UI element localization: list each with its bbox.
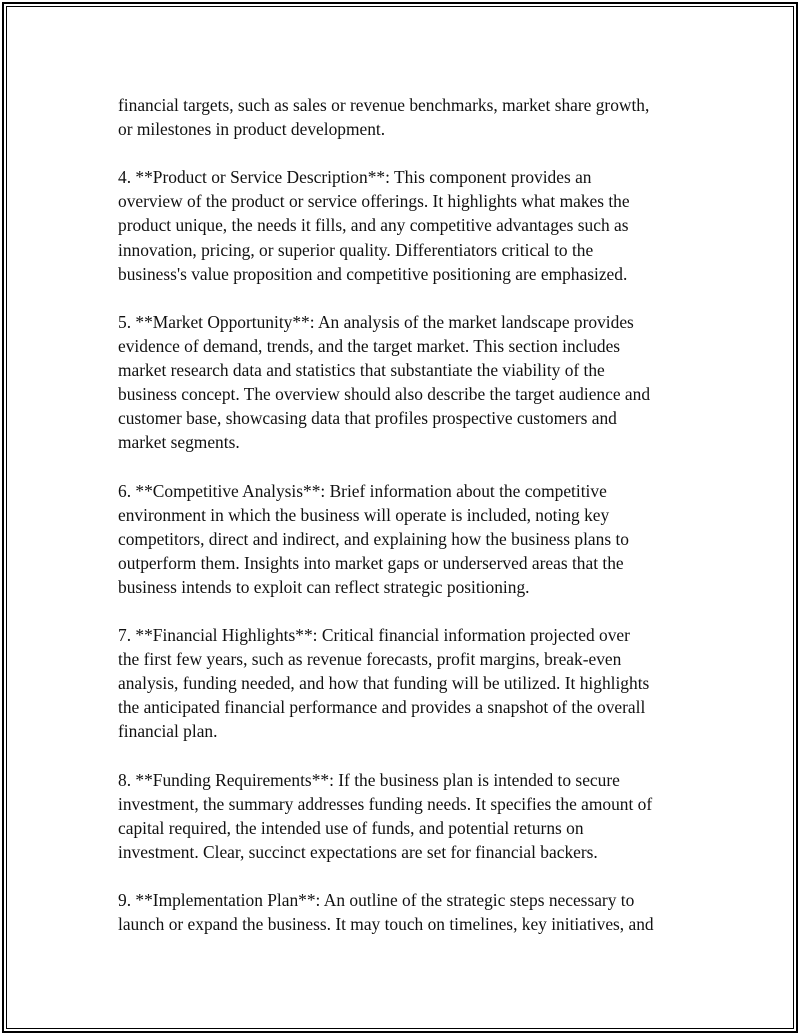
text-line: 9. **Implementation Plan**: An outline of the strategic steps necessary to: [118, 890, 635, 911]
text-line: business intends to exploit can reflect strategic positioning.: [118, 576, 530, 597]
text-line: 7. **Financial Highlights**: Critical financial information projected over: [118, 625, 630, 646]
text-line: investment, the summary addresses funding needs. It specifies the amount of: [118, 793, 653, 814]
paragraph-funding-requirements: [118, 768, 698, 864]
text-line: capital required, the intended use of funds, and potential returns on: [118, 817, 584, 838]
text-line: overview of the product or service offerings. It highlights what makes the: [118, 191, 630, 212]
text-line: environment in which the business will operate is included, noting key: [118, 504, 610, 525]
text-line: the anticipated financial performance and provides a snapshot of the overall: [118, 697, 646, 718]
text-line: innovation, pricing, or superior quality. Differentiators critical to the: [118, 239, 594, 260]
paragraph-market-opportunity: [118, 310, 698, 455]
text-line: investment. Clear, succinct expectations are set for financial backers.: [118, 841, 598, 862]
paragraph-financial-targets: [118, 93, 698, 141]
text-line: 6. **Competitive Analysis**: Brief information about the competitive: [118, 480, 607, 501]
text-line: financial plan.: [118, 721, 218, 742]
text-line: the first few years, such as revenue forecasts, profit margins, break-even: [118, 649, 622, 670]
text-line: market research data and statistics that substantiate the viability of the: [118, 360, 605, 381]
text-line: business concept. The overview should also describe the target audience and: [118, 384, 651, 405]
document-body: [118, 93, 698, 960]
text-line: 8. **Funding Requirements**: If the business plan is intended to secure: [118, 769, 620, 790]
text-line: launch or expand the business. It may touch on timelines, key initiatives, and: [118, 914, 654, 935]
text-line: 4. **Product or Service Description**: This component provides an: [118, 167, 592, 188]
paragraph-product-service-description: [118, 165, 698, 285]
text-line: outperform them. Insights into market gaps or underserved areas that the: [118, 552, 624, 573]
text-line: business's value proposition and competitive positioning are emphasized.: [118, 263, 628, 284]
text-line: product unique, the needs it fills, and any competitive advantages such as: [118, 215, 629, 236]
text-line: 5. **Market Opportunity**: An analysis of the market landscape provides: [118, 311, 634, 332]
text-line: or milestones in product development.: [118, 119, 386, 140]
paragraph-financial-highlights: [118, 623, 698, 743]
text-line: financial targets, such as sales or revenue benchmarks, market share growth,: [118, 95, 650, 115]
paragraph-implementation-plan: [118, 888, 698, 936]
text-line: market segments.: [118, 432, 240, 453]
paragraph-competitive-analysis: [118, 479, 698, 599]
text-line: customer base, showcasing data that profiles prospective customers and: [118, 408, 617, 429]
text-line: evidence of demand, trends, and the target market. This section includes: [118, 335, 621, 356]
text-line: analysis, funding needed, and how that funding will be utilized. It highlights: [118, 673, 650, 694]
text-line: competitors, direct and indirect, and explaining how the business plans to: [118, 528, 629, 549]
